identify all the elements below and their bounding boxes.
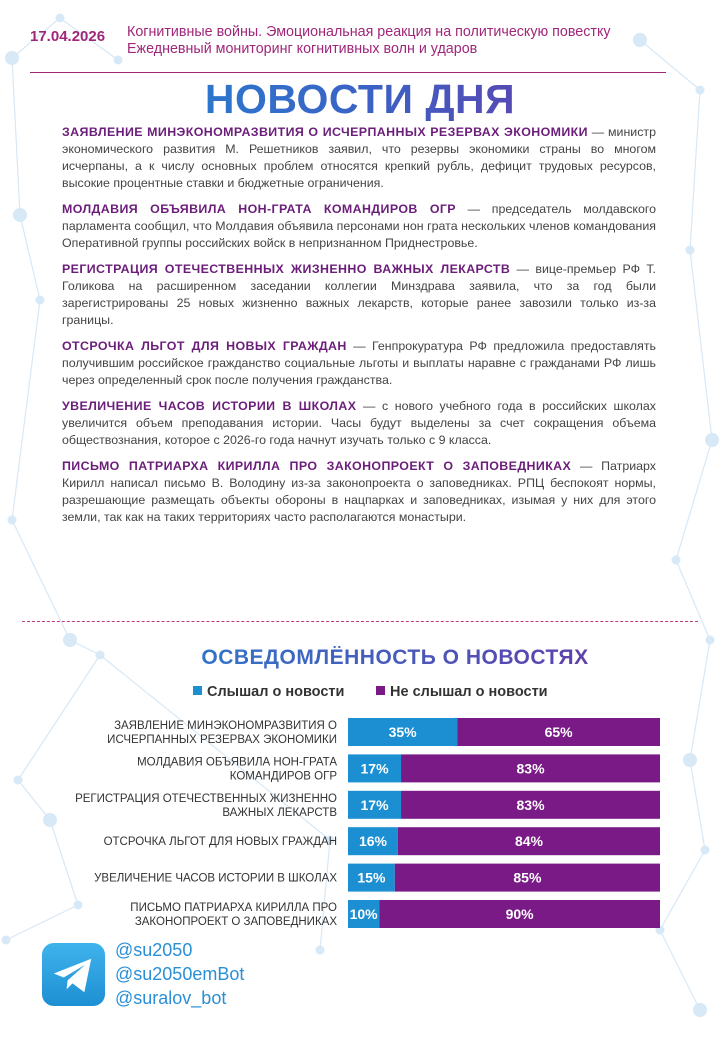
- category-label: ИСЧЕРПАННЫХ РЕЗЕРВАХ ЭКОНОМИКИ: [107, 734, 337, 746]
- category-label: ПИСЬМО ПАТРИАРХА КИРИЛЛА ПРО: [130, 902, 337, 914]
- data-label-heard: 15%: [357, 869, 386, 886]
- category-label: ОТСРОЧКА ЛЬГОТ ДЛЯ НОВЫХ ГРАЖДАН: [103, 836, 337, 849]
- chart-title: ОСВЕДОМЛЁННОСТЬ О НОВОСТЯХ: [0, 646, 720, 670]
- news-headline: ЗАЯВЛЕНИЕ МИНЭКОНОМРАЗВИТИЯ О ИСЧЕРПАННЫХ РЕЗЕРВАХ ЭКОНОМИКИ: [62, 125, 588, 139]
- category-label: ВАЖНЫХ ЛЕКАРСТВ: [222, 806, 337, 819]
- data-label-not-heard: 83%: [516, 760, 545, 777]
- header-line-1: Когнитивные войны. Эмоциональная реакция на политическую повестку: [127, 24, 611, 40]
- news-body: — Генпрокуратура РФ предложила предоставлять получившим российское гражданство социальные льготы и выплаты наравне с гражданами РФ лишь через определенный срок после получения гражданства.: [62, 339, 657, 387]
- telegram-icon[interactable]: [42, 943, 105, 1006]
- data-label-not-heard: 90%: [505, 906, 534, 922]
- data-label-heard: 16%: [358, 833, 387, 850]
- data-label-heard: 10%: [349, 906, 378, 922]
- news-body: — вице-премьер РФ Т. Голикова на расширенном заседании коллегии Минздрава заявила, что за год были зарегистрированы 25 новых жизненно важных лекарств, которые ранее завозили только из-за границы.: [62, 262, 656, 327]
- category-label: КОМАНДИРОВ ОГР: [229, 770, 337, 783]
- news-headline: РЕГИСТРАЦИЯ ОТЕЧЕСТВЕННЫХ ЖИЗНЕННО ВАЖНЫХ ЛЕКАРСТВ: [62, 262, 511, 276]
- handle-link[interactable]: @su2050: [115, 940, 193, 960]
- news-headline: ОТСРОЧКА ЛЬГОТ ДЛЯ НОВЫХ ГРАЖДАН: [62, 339, 347, 353]
- news-body: — с нового учебного года в российских школах увеличится объем преподавания истории. Часы будут выделены за счет сокращения объема обществознания, которое с 2026-го года начнут изучать только с 9 класса.: [62, 399, 656, 447]
- category-label: РЕГИСТРАЦИЯ ОТЕЧЕСТВЕННЫХ ЖИЗНЕННО: [75, 792, 337, 805]
- legend-label-not-heard: Не слышал о новости: [390, 684, 548, 700]
- data-label-heard: 17%: [360, 760, 389, 777]
- news-body: — председатель молдавского парламента сообщил, что Молдавия объявила персонами нон грата нескольких членов командования Оперативной группы российских войск в непризнанном Приднестровье.: [62, 202, 656, 250]
- news-body: — Патриарх Кирилл написал письмо В. Володину из-за законопроекта о заповедниках. РПЦ беспокоят нормы, разрешающие размещать объекты обороны в нацпарках и заповедниках, изымая у них для этого земли, так как на таких территориях часто располагаются монастыри.: [62, 459, 656, 524]
- contact-handles: [115, 938, 244, 1010]
- data-label-heard: 17%: [360, 796, 389, 813]
- news-headline: ПИСЬМО ПАТРИАРХА КИРИЛЛА ПРО ЗАКОНОПРОЕКТ О ЗАПОВЕДНИКАХ: [62, 459, 572, 473]
- data-label-heard: 35%: [388, 724, 417, 740]
- data-label-not-heard: 84%: [514, 833, 543, 850]
- data-label-not-heard: 85%: [513, 869, 542, 886]
- category-label: ЗАКОНОПРОЕКТ О ЗАПОВЕДНИКАХ: [134, 916, 337, 928]
- news-body: — министр экономического развития М. Решетников заявил, что резервы экономики страны во многом исчерпаны, а к числу основных проблем относятся крепкий рубль, дефицит трудовых ресурсов, высокие процентные ставки и бюджетные ограничения.: [62, 125, 656, 190]
- handle-link[interactable]: @su2050emBot: [115, 964, 245, 984]
- legend-label-heard: Слышал о новости: [207, 684, 345, 700]
- category-label: МОЛДАВИЯ ОБЪЯВИЛА НОН-ГРАТА: [137, 756, 337, 769]
- news-headline: УВЕЛИЧЕНИЕ ЧАСОВ ИСТОРИИ В ШКОЛАХ: [62, 399, 357, 413]
- category-label: ЗАЯВЛЕНИЕ МИНЭКОНОМРАЗВИТИЯ О: [114, 720, 337, 732]
- handle-link[interactable]: @suralov_bot: [115, 988, 227, 1008]
- data-label-not-heard: 65%: [544, 724, 573, 740]
- data-label-not-heard: 83%: [516, 796, 545, 813]
- contacts-block: [42, 938, 342, 1012]
- news-headline: МОЛДАВИЯ ОБЪЯВИЛА НОН-ГРАТА КОМАНДИРОВ ОГР: [62, 202, 456, 216]
- report-date: 17.04.2026: [30, 28, 106, 45]
- page-title: НОВОСТИ ДНЯ: [0, 76, 720, 123]
- header-line-2: Ежедневный мониторинг когнитивных волн и ударов: [127, 41, 478, 57]
- category-label: УВЕЛИЧЕНИЕ ЧАСОВ ИСТОРИИ В ШКОЛАХ: [94, 872, 337, 885]
